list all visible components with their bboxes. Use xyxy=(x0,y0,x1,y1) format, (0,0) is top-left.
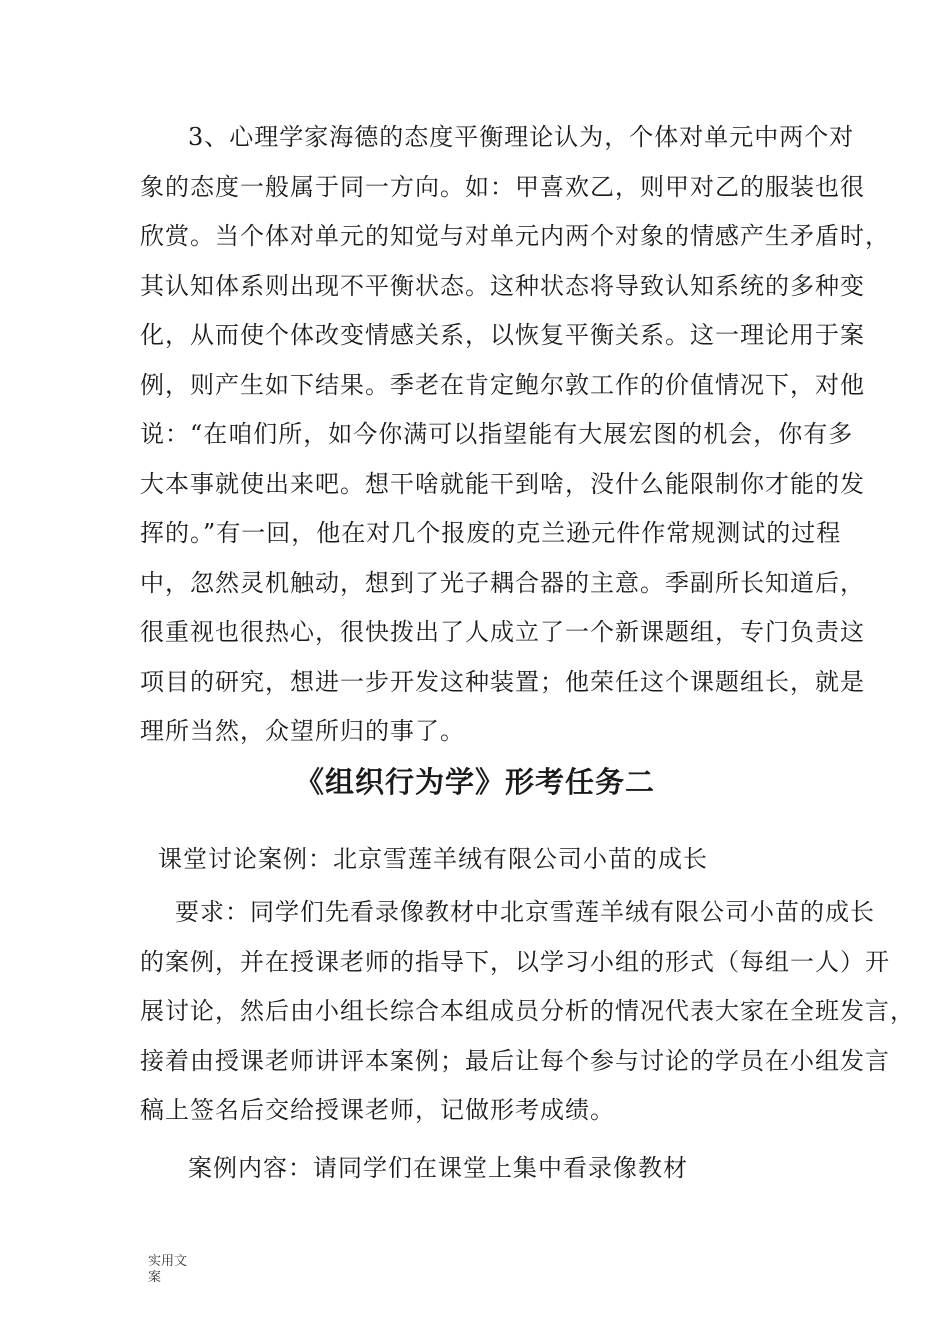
section3-line: 理所当然，众望所归的事了。 xyxy=(140,717,465,745)
task-title: 《组织行为学》形考任务二 xyxy=(294,765,655,799)
section3-line: 很重视也很热心，很快拨出了人成立了一个新课题组，专门负责这 xyxy=(140,618,865,646)
requirements-line: 展讨论，然后由小组长综合本组成员分析的情况代表大家在全班发言， xyxy=(140,997,915,1025)
section3-line: 3、心理学家海德的态度平衡理论认为，个体对单元中两个对 xyxy=(188,123,855,151)
section3-line: 项目的研究，想进一步开发这种装置；他荣任这个课题组长，就是 xyxy=(140,668,865,696)
section3-line: 欣赏。当个体对单元的知觉与对单元内两个对象的情感产生矛盾时， xyxy=(140,222,890,250)
section3-line: 大本事就使出来吧。想干啥就能干到啥，没什么能限制你才能的发 xyxy=(140,470,865,498)
case-content-line: 案例内容：请同学们在课堂上集中看录像教材 xyxy=(188,1154,688,1182)
section3-line: 例，则产生如下结果。季老在肯定鲍尔敦工作的价值情况下，对他 xyxy=(140,371,865,399)
requirements-line: 要求：同学们先看录像教材中北京雪莲羊绒有限公司小苗的成长 xyxy=(175,898,875,926)
footer-line: 实用文 xyxy=(148,1254,188,1269)
section3-line: 象的态度一般属于同一方向。如：甲喜欢乙，则甲对乙的服装也很 xyxy=(140,173,865,201)
page-footer xyxy=(148,1254,196,1286)
section3-line: 说：“在咱们所，如今你满可以指望能有大展宏图的机会，你有多 xyxy=(140,420,854,448)
section3-line: 挥的。”有一回，他在对几个报废的克兰逊元件作常规测试的过程 xyxy=(140,519,842,547)
requirements-line: 接着由授课老师讲评本案例；最后让每个参与讨论的学员在小组发言 xyxy=(140,1047,890,1075)
requirements-line: 的案例，并在授课老师的指导下，以学习小组的形式（每组一人）开 xyxy=(140,948,890,976)
requirements-line: 稿上签名后交给授课老师，记做形考成绩。 xyxy=(140,1096,615,1124)
section3-line: 其认知体系则出现不平衡状态。这种状态将导致认知系统的多种变 xyxy=(140,272,865,300)
section3-line: 化，从而使个体改变情感关系，以恢复平衡关系。这一理论用于案 xyxy=(140,321,865,349)
footer-line: 案 xyxy=(148,1270,162,1285)
discussion-case-heading: 课堂讨论案例：北京雪莲羊绒有限公司小苗的成长 xyxy=(158,845,708,873)
section3-line: 中，忽然灵机触动，想到了光子耦合器的主意。季副所长知道后， xyxy=(140,569,865,597)
